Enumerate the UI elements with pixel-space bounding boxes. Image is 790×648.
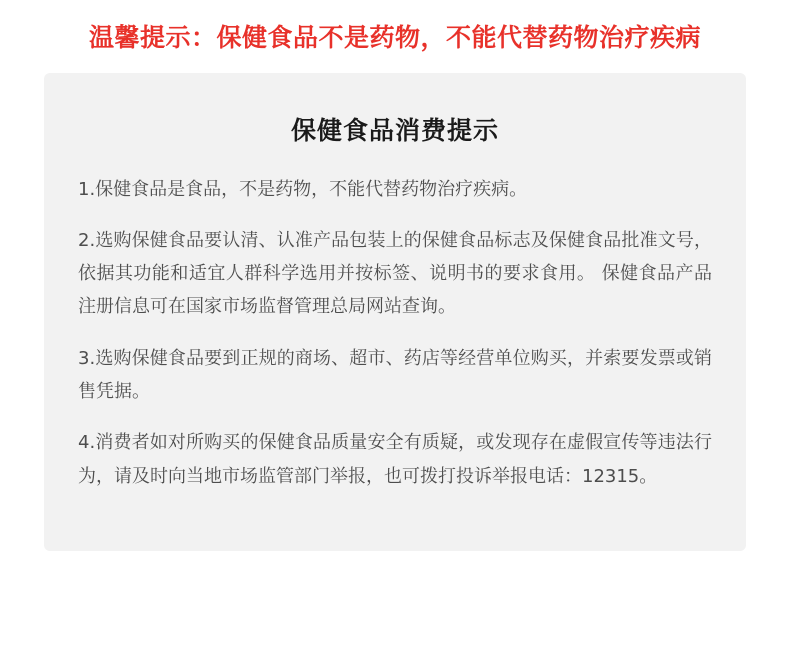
warning-banner-text: 温馨提示：保健食品不是药物，不能代替药物治疗疾病 xyxy=(88,23,701,52)
warning-banner xyxy=(0,0,790,73)
tip-item-3: 3.选购保健食品要到正规的商场、超市、药店等经营单位购买，并索要发票或销售凭据。 xyxy=(78,347,712,402)
tip-item-2: 2.选购保健食品要认清、认准产品包装上的保健食品标志及保健食品批准文号，依据其功能和适宜人群科学选用并按标签、说明书的要求食用。 保健食品产品注册信息可在国家市场监督管理总局网站查询。 xyxy=(78,229,712,318)
tip-item-4: 4.消费者如对所购买的保健食品质量安全有质疑，或发现存在虚假宣传等违法行为，请及时向当地市场监管部门举报，也可拨打投诉举报电话：12315。 xyxy=(78,432,712,487)
card-body xyxy=(78,173,712,493)
consumer-tips-card xyxy=(44,73,746,551)
card-title: 保健食品消费提示 xyxy=(290,115,499,145)
tip-item-1: 1.保健食品是食品，不是药物，不能代替药物治疗疾病。 xyxy=(78,178,528,200)
